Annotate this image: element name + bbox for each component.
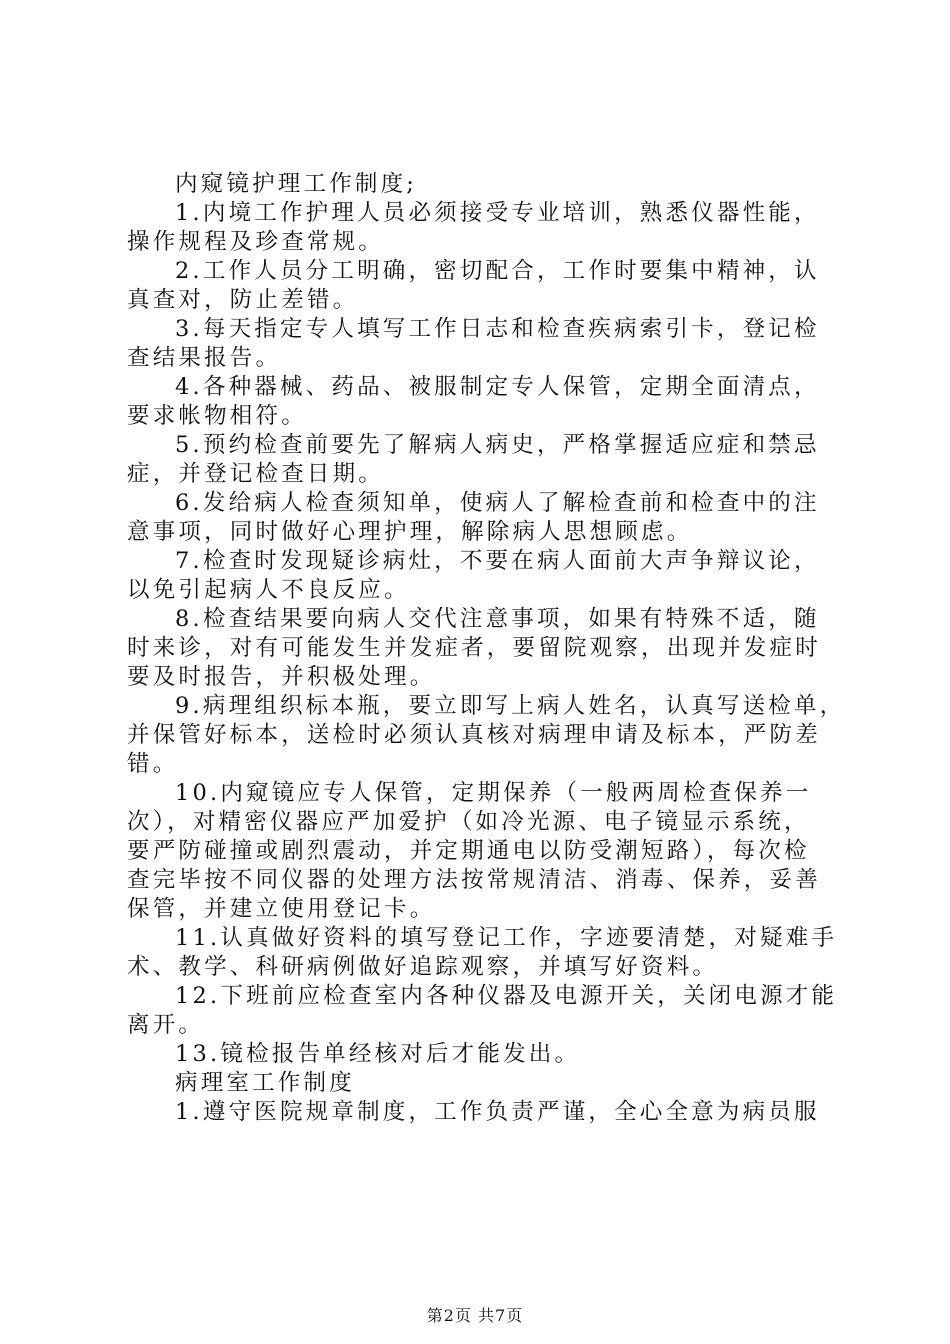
document-body — [127, 170, 846, 1127]
text-line: 操作规程及珍查常规。 — [127, 229, 385, 255]
text-line: 术、教学、科研病例做好追踪观察，并填写好资料。 — [127, 954, 719, 980]
text-line: 内窥镜护理工作制度; — [175, 171, 418, 197]
text-line: 并保管好标本，送检时必须认真核对病理申请及标本，严防差 — [127, 722, 821, 748]
text-line: 9.病理组织标本瓶，要立即写上病人姓名，认真写送检单， — [175, 693, 846, 719]
text-line: 10.内窥镜应专人保管，定期保养（一般两周检查保养一 — [175, 780, 812, 806]
text-line: 3.每天指定专人填写工作日志和检查疾病索引卡，登记检 — [175, 316, 820, 342]
text-line: 真查对，防止差错。 — [127, 287, 359, 313]
text-line: 保管，并建立使用登记卡。 — [127, 896, 436, 922]
text-line: 错。 — [127, 751, 179, 777]
text-line: 5.预约检查前要先了解病人病史，严格掌握适应症和禁忌 — [175, 432, 820, 458]
text-line: 7.检查时发现疑诊病灶，不要在病人面前大声争辩议论， — [175, 548, 820, 574]
text-line: 1.内境工作护理人员必须接受专业培训，熟悉仪器性能， — [175, 200, 820, 226]
text-line: 13.镜检报告单经核对后才能发出。 — [175, 1041, 581, 1067]
text-line: 要严防碰撞或剧烈震动，并定期通电以防受潮短路），每次检 — [127, 838, 810, 864]
text-line: 症，并登记检查日期。 — [127, 461, 385, 487]
text-line: 12.下班前应检查室内各种仪器及电源开关，关闭电源才能 — [175, 983, 838, 1009]
text-line: 要求帐物相符。 — [127, 403, 307, 429]
text-line: 以免引起病人不良反应。 — [127, 577, 410, 603]
text-line: 意事项，同时做好心理护理，解除病人思想顾虑。 — [127, 519, 693, 545]
text-line: 11.认真做好资料的填写登记工作，字迹要清楚，对疑难手 — [175, 925, 838, 951]
text-line: 6.发给病人检查须知单，使病人了解检查前和检查中的注 — [175, 490, 820, 516]
text-line: 查完毕按不同仪器的处理方法按常规清洁、消毒、保养，妥善 — [127, 867, 821, 893]
text-line: 次），对精密仪器应严加爱护（如冷光源、电子镜显示系统， — [127, 809, 810, 835]
text-line: 时来诊，对有可能发生并发症者，要留院观察，出现并发症时 — [127, 635, 821, 661]
text-line: 1.遵守医院规章制度，工作负责严谨，全心全意为病员服 — [175, 1099, 820, 1125]
text-line: 查结果报告。 — [127, 345, 282, 371]
text-line: 8.检查结果要向病人交代注意事项，如果有特殊不适，随 — [175, 606, 820, 632]
text-line: 病理室工作制度 — [175, 1070, 355, 1096]
text-line: 4.各种器械、药品、被服制定专人保管，定期全面清点， — [175, 374, 820, 400]
page-footer: 第2页 共7页 — [426, 1306, 524, 1325]
text-line: 离开。 — [127, 1012, 205, 1038]
text-line: 要及时报告，并积极处理。 — [127, 664, 436, 690]
text-line: 2.工作人员分工明确，密切配合，工作时要集中精神，认 — [175, 258, 820, 284]
